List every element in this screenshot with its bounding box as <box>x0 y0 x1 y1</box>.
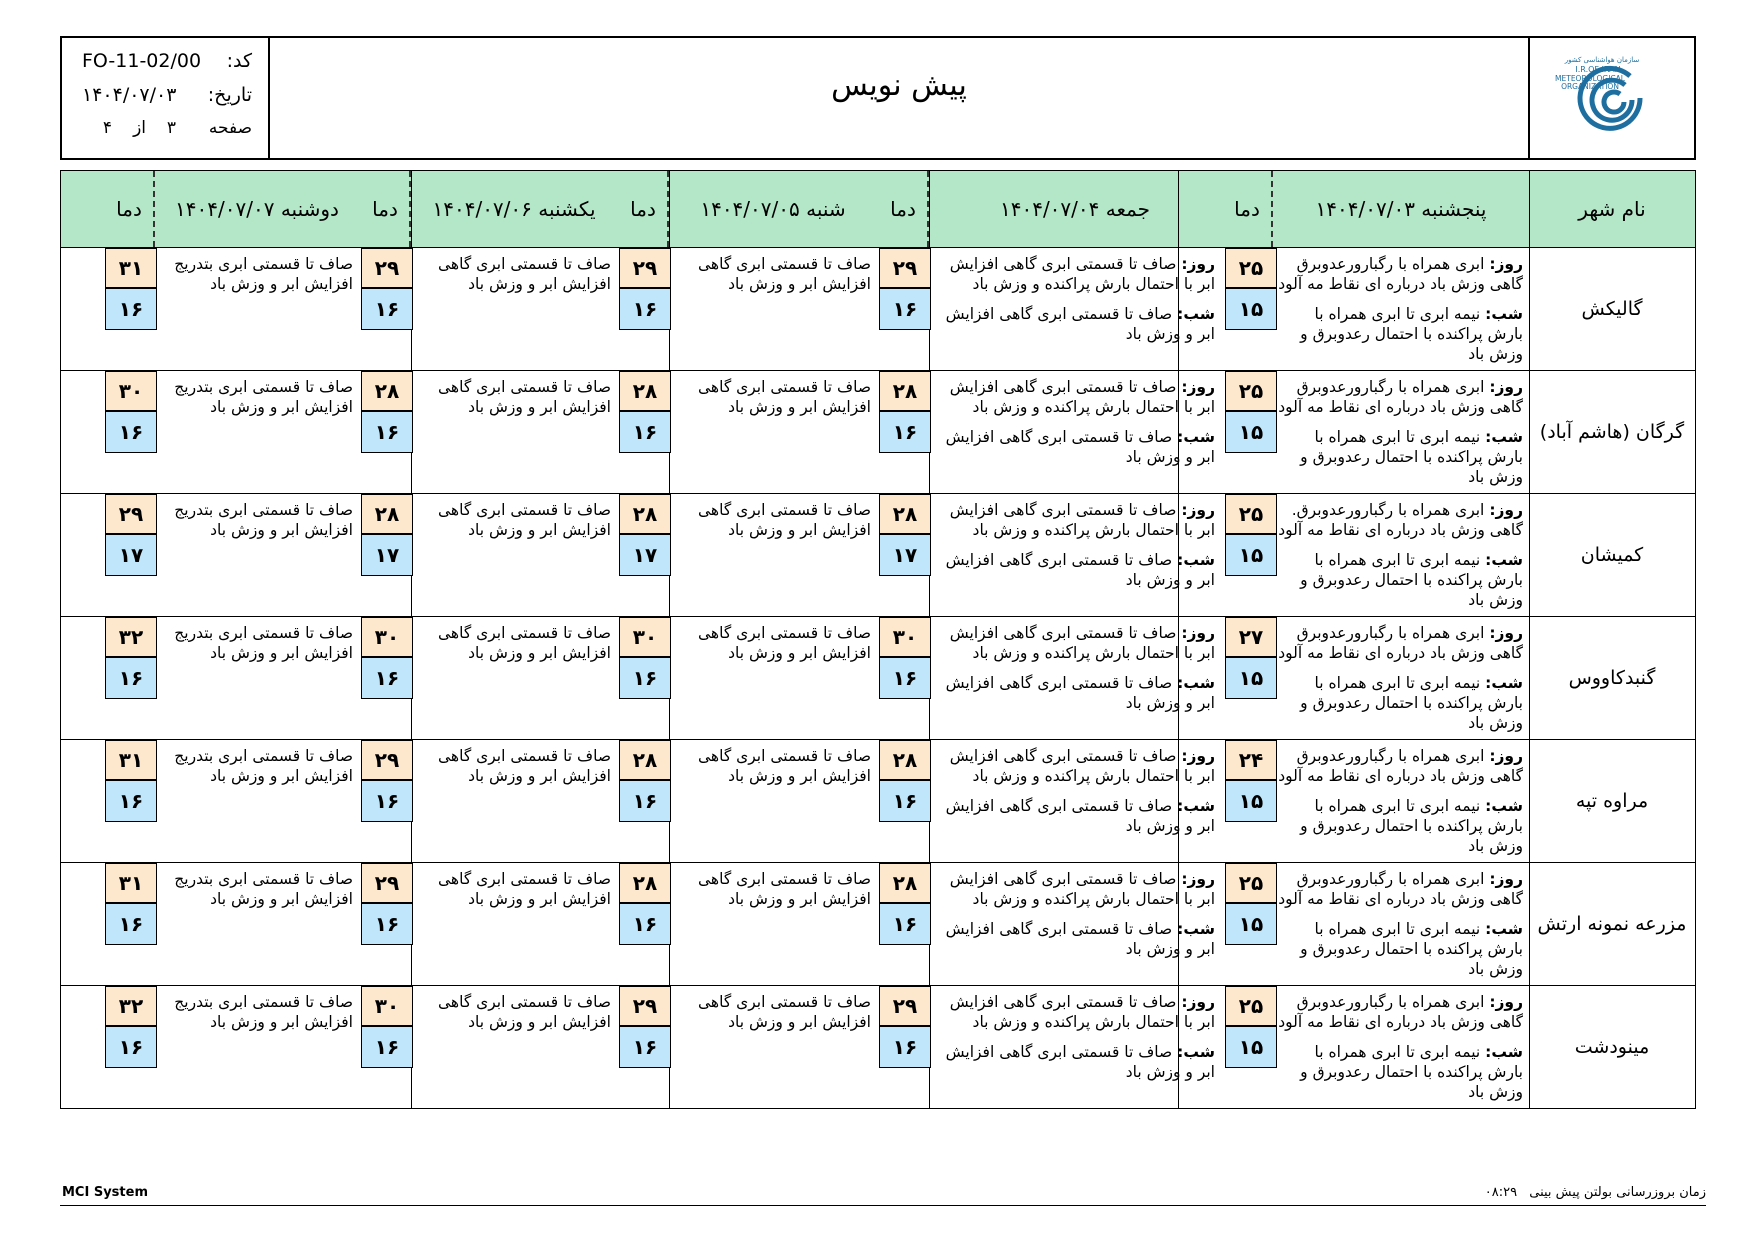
footer-update-time: ۰۸:۲۹ <box>1484 1185 1518 1200</box>
spacer <box>931 417 1215 427</box>
day-prefix: روز: <box>1489 501 1523 519</box>
header-divider <box>1271 171 1273 247</box>
day-forecast-text: صاف تا قسمتی ابری گاهی افزایش ابر با احتمال بارش پراکنده و وزش باد <box>949 993 1215 1031</box>
temp-header-3: دما <box>372 197 398 221</box>
forecast-text-day-4: صاف تا قسمتی ابری بتدریج افزایش ابر و وزش باد <box>174 501 353 539</box>
day-forecast-text: صاف تا قسمتی ابری گاهی افزایش ابر با احتمال بارش پراکنده و وزش باد <box>949 255 1215 293</box>
footer-divider <box>60 1205 1706 1206</box>
forecast-table-inner <box>60 170 1696 1108</box>
day-forecast-text: ابری همراه با رگبارورعدوبرق گاهی وزش باد درباره ای نقاط مه آلود <box>1278 378 1523 416</box>
night-forecast-text: نیمه ابری تا ابری همراه با بارش پراکنده با احتمال رعدوبرق و وزش باد <box>1300 920 1523 978</box>
night-forecast-text: نیمه ابری تا ابری همراه با بارش پراکنده با احتمال رعدوبرق و وزش باد <box>1300 551 1523 609</box>
forecast-text-day-1 <box>931 500 1215 590</box>
min-temp: ۱۶ <box>105 903 157 945</box>
table-row <box>60 248 1696 371</box>
day-forecast <box>1277 500 1523 540</box>
night-forecast-text: نیمه ابری تا ابری همراه با بارش پراکنده با احتمال رعدوبرق و وزش باد <box>1300 305 1523 363</box>
day-forecast <box>1277 746 1523 786</box>
city-column-header: نام شهر <box>1578 197 1646 221</box>
night-forecast-text: نیمه ابری تا ابری همراه با بارش پراکنده با احتمال رعدوبرق و وزش باد <box>1300 428 1523 486</box>
max-temp: ۲۸ <box>879 371 931 411</box>
page-total: ۴ <box>102 118 112 138</box>
table-row <box>60 740 1696 863</box>
min-temp: ۱۶ <box>619 657 671 699</box>
page-row <box>82 118 252 146</box>
forecast-text-day-4: صاف تا قسمتی ابری بتدریج افزایش ابر و وزش باد <box>174 255 353 293</box>
night-forecast <box>931 796 1215 836</box>
max-temp: ۲۵ <box>1225 863 1277 903</box>
night-forecast-text: صاف تا قسمتی ابری گاهی افزایش ابر و وزش باد <box>945 305 1215 343</box>
max-temp: ۲۹ <box>105 494 157 534</box>
min-temp: ۱۵ <box>1225 657 1277 699</box>
night-forecast <box>1277 796 1523 856</box>
code-row <box>82 50 252 78</box>
city-name: گرگان (هاشم آباد) <box>1539 421 1685 443</box>
temp-header-2: دما <box>630 197 656 221</box>
logo-text-en3: ORGANIZATION <box>1561 82 1619 91</box>
night-forecast-text: نیمه ابری تا ابری همراه با بارش پراکنده با احتمال رعدوبرق و وزش باد <box>1300 797 1523 855</box>
page-current: ۳ <box>166 118 176 138</box>
min-temp: ۱۶ <box>105 288 157 330</box>
forecast-text-day-0 <box>1277 623 1523 733</box>
day-forecast-text: صاف تا قسمتی ابری گاهی افزایش ابر با احتمال بارش پراکنده و وزش باد <box>949 870 1215 908</box>
max-temp: ۲۸ <box>619 371 671 411</box>
table-header-row <box>60 170 1696 248</box>
spacer <box>1277 909 1523 919</box>
day-prefix: روز: <box>1181 870 1215 888</box>
night-forecast <box>1277 919 1523 979</box>
night-forecast <box>931 550 1215 590</box>
max-temp: ۳۰ <box>105 371 157 411</box>
max-temp: ۳۰ <box>361 986 413 1026</box>
temp-header-4: دما <box>116 197 142 221</box>
max-temp: ۳۰ <box>619 617 671 657</box>
min-temp: ۱۵ <box>1225 288 1277 330</box>
spacer <box>931 663 1215 673</box>
max-temp: ۲۹ <box>361 863 413 903</box>
spacer <box>1277 294 1523 304</box>
max-temp: ۲۵ <box>1225 986 1277 1026</box>
spacer <box>1277 786 1523 796</box>
city-name: مینودشت <box>1574 1036 1650 1058</box>
spacer <box>1277 1032 1523 1042</box>
forecast-text-day-3: صاف تا قسمتی ابری گاهی افزایش ابر و وزش باد <box>438 378 611 416</box>
min-temp: ۱۵ <box>1225 1026 1277 1068</box>
footer-update-label: زمان بروزرسانی بولتن پیش بینی <box>1529 1185 1706 1200</box>
forecast-text-day-3: صاف تا قسمتی ابری گاهی افزایش ابر و وزش باد <box>438 747 611 785</box>
forecast-text-day-2: صاف تا قسمتی ابری گاهی افزایش ابر و وزش باد <box>698 624 871 662</box>
forecast-text-day-4: صاف تا قسمتی ابری بتدریج افزایش ابر و وزش باد <box>174 747 353 785</box>
min-temp: ۱۶ <box>361 657 413 699</box>
forecast-text-day-1 <box>931 869 1215 959</box>
city-name: گنبدکاووس <box>1568 667 1656 689</box>
logo-text-fa: سازمان هواشناسی کشور <box>1564 56 1640 64</box>
table-row <box>60 986 1696 1109</box>
table-row <box>60 617 1696 740</box>
forecast-text-day-0 <box>1277 500 1523 610</box>
max-temp: ۲۷ <box>1225 617 1277 657</box>
logo-text-en2: METEOROLOGICAL <box>1555 74 1625 83</box>
night-prefix: شب: <box>1485 920 1523 938</box>
night-forecast-text: صاف تا قسمتی ابری گاهی افزایش ابر و وزش باد <box>945 551 1215 589</box>
night-forecast <box>1277 1042 1523 1102</box>
table-row <box>60 494 1696 617</box>
max-temp: ۳۲ <box>105 986 157 1026</box>
forecast-text-day-3: صاف تا قسمتی ابری گاهی افزایش ابر و وزش باد <box>438 870 611 908</box>
night-forecast-text: نیمه ابری تا ابری همراه با بارش پراکنده با احتمال رعدوبرق و وزش باد <box>1300 674 1523 732</box>
spacer <box>931 294 1215 304</box>
night-forecast-text: صاف تا قسمتی ابری گاهی افزایش ابر و وزش باد <box>945 674 1215 712</box>
night-forecast <box>1277 304 1523 364</box>
day-prefix: روز: <box>1489 624 1523 642</box>
day-forecast-text: صاف تا قسمتی ابری گاهی افزایش ابر با احتمال بارش پراکنده و وزش باد <box>949 501 1215 539</box>
day-forecast-text: ابری همراه با رگبارورعدوبرق گاهی وزش باد درباره ای نقاط مه آلود <box>1278 747 1523 785</box>
max-temp: ۳۰ <box>879 617 931 657</box>
night-prefix: شب: <box>1485 1043 1523 1061</box>
temp-header-1: دما <box>890 197 916 221</box>
forecast-text-day-1 <box>931 992 1215 1082</box>
spacer <box>1277 663 1523 673</box>
min-temp: ۱۶ <box>879 657 931 699</box>
table-row <box>60 863 1696 986</box>
day-forecast <box>1277 254 1523 294</box>
day-forecast <box>931 377 1215 417</box>
night-forecast-text: صاف تا قسمتی ابری گاهی افزایش ابر و وزش باد <box>945 920 1215 958</box>
forecast-text-day-4: صاف تا قسمتی ابری بتدریج افزایش ابر و وزش باد <box>174 993 353 1031</box>
max-temp: ۳۱ <box>105 863 157 903</box>
day-forecast-text: ابری همراه با رگبارورعدوبرق گاهی وزش باد درباره ای نقاط مه آلود <box>1278 993 1523 1031</box>
min-temp: ۱۷ <box>879 534 931 576</box>
max-temp: ۲۸ <box>619 740 671 780</box>
night-prefix: شب: <box>1177 797 1215 815</box>
night-forecast-text: صاف تا قسمتی ابری گاهی افزایش ابر و وزش باد <box>945 797 1215 835</box>
max-temp: ۲۸ <box>361 494 413 534</box>
forecast-text-day-4: صاف تا قسمتی ابری بتدریج افزایش ابر و وزش باد <box>174 870 353 908</box>
night-prefix: شب: <box>1485 551 1523 569</box>
max-temp: ۳۰ <box>361 617 413 657</box>
city-name: مزرعه نمونه ارتش <box>1537 913 1687 935</box>
date-value: ۱۴۰۴/۰۷/۰۳ <box>82 84 177 106</box>
night-prefix: شب: <box>1177 674 1215 692</box>
day-forecast-text: صاف تا قسمتی ابری گاهی افزایش ابر با احتمال بارش پراکنده و وزش باد <box>949 624 1215 662</box>
forecast-text-day-0 <box>1277 377 1523 487</box>
forecast-text-day-0 <box>1277 992 1523 1102</box>
table-row <box>60 371 1696 494</box>
day-header-2: شنبه ۱۴۰۴/۰۷/۰۵ <box>700 197 846 221</box>
min-temp: ۱۶ <box>361 903 413 945</box>
forecast-text-day-3: صاف تا قسمتی ابری گاهی افزایش ابر و وزش باد <box>438 501 611 539</box>
night-prefix: شب: <box>1485 797 1523 815</box>
night-forecast-text: صاف تا قسمتی ابری گاهی افزایش ابر و وزش باد <box>945 1043 1215 1081</box>
day-prefix: روز: <box>1489 870 1523 888</box>
day-prefix: روز: <box>1181 255 1215 273</box>
min-temp: ۱۷ <box>619 534 671 576</box>
night-prefix: شب: <box>1177 920 1215 938</box>
forecast-text-day-2: صاف تا قسمتی ابری گاهی افزایش ابر و وزش باد <box>698 870 871 908</box>
day-prefix: روز: <box>1181 501 1215 519</box>
day-forecast-text: ابری همراه با رگبارورعدوبرق. گاهی وزش باد درباره ای نقاط مه آلود <box>1278 501 1523 539</box>
min-temp: ۱۶ <box>619 411 671 453</box>
spacer <box>931 1032 1215 1042</box>
code-label: کد: <box>226 50 252 72</box>
day-header-4: دوشنبه ۱۴۰۴/۰۷/۰۷ <box>175 197 339 221</box>
max-temp: ۳۲ <box>105 617 157 657</box>
max-temp: ۲۹ <box>879 986 931 1026</box>
forecast-text-day-3: صاف تا قسمتی ابری گاهی افزایش ابر و وزش باد <box>438 624 611 662</box>
day-header-0: پنجشنبه ۱۴۰۴/۰۷/۰۳ <box>1315 197 1487 221</box>
night-forecast <box>931 673 1215 713</box>
min-temp: ۱۶ <box>361 780 413 822</box>
footer-system-name: MCI System <box>62 1185 148 1200</box>
night-forecast-text: نیمه ابری تا ابری همراه با بارش پراکنده با احتمال رعدوبرق و وزش باد <box>1300 1043 1523 1101</box>
min-temp: ۱۷ <box>105 534 157 576</box>
min-temp: ۱۵ <box>1225 903 1277 945</box>
day-prefix: روز: <box>1181 747 1215 765</box>
day-header-3: یکشنبه ۱۴۰۴/۰۷/۰۶ <box>432 197 596 221</box>
night-prefix: شب: <box>1177 1043 1215 1061</box>
night-forecast <box>931 919 1215 959</box>
city-name: مراوه تپه <box>1575 790 1649 812</box>
max-temp: ۳۱ <box>105 740 157 780</box>
forecast-text-day-3: صاف تا قسمتی ابری گاهی افزایش ابر و وزش باد <box>438 255 611 293</box>
forecast-text-day-2: صاف تا قسمتی ابری گاهی افزایش ابر و وزش باد <box>698 501 871 539</box>
night-forecast <box>931 1042 1215 1082</box>
header-divider <box>153 171 155 247</box>
page-label: صفحه <box>208 118 252 138</box>
spacer <box>1277 417 1523 427</box>
footer-update <box>1485 1185 1706 1200</box>
night-forecast <box>1277 550 1523 610</box>
spacer <box>931 909 1215 919</box>
spacer <box>1277 540 1523 550</box>
night-forecast <box>931 427 1215 467</box>
max-temp: ۲۸ <box>879 740 931 780</box>
min-temp: ۱۶ <box>105 1026 157 1068</box>
forecast-text-day-1 <box>931 377 1215 467</box>
forecast-text-day-2: صاف تا قسمتی ابری گاهی افزایش ابر و وزش باد <box>698 993 871 1031</box>
forecast-text-day-2: صاف تا قسمتی ابری گاهی افزایش ابر و وزش باد <box>698 255 871 293</box>
logo-cell <box>1528 38 1694 158</box>
min-temp: ۱۵ <box>1225 411 1277 453</box>
logo-text-en1: I.R.OF IRAN <box>1575 65 1621 74</box>
forecast-text-day-1 <box>931 623 1215 713</box>
min-temp: ۱۶ <box>619 1026 671 1068</box>
night-forecast <box>1277 673 1523 733</box>
city-name: گالیکش <box>1581 298 1643 320</box>
min-temp: ۱۷ <box>361 534 413 576</box>
max-temp: ۲۹ <box>361 248 413 288</box>
max-temp: ۳۱ <box>105 248 157 288</box>
forecast-text-day-0 <box>1277 254 1523 364</box>
max-temp: ۲۹ <box>619 986 671 1026</box>
max-temp: ۲۸ <box>619 863 671 903</box>
max-temp: ۲۹ <box>879 248 931 288</box>
min-temp: ۱۶ <box>361 1026 413 1068</box>
day-forecast <box>931 500 1215 540</box>
day-forecast <box>931 254 1215 294</box>
day-forecast-text: ابری همراه با رگبارورعدوبرق گاهی وزش باد درباره ای نقاط مه آلود <box>1278 624 1523 662</box>
day-prefix: روز: <box>1181 378 1215 396</box>
day-forecast-text: صاف تا قسمتی ابری گاهی افزایش ابر با احتمال بارش پراکنده و وزش باد <box>949 378 1215 416</box>
day-forecast-text: ابری همراه با رگبارورعدوبرق گاهی وزش باد درباره ای نقاط مه آلود <box>1278 870 1523 908</box>
max-temp: ۲۸ <box>879 863 931 903</box>
day-forecast <box>1277 869 1523 909</box>
code-value: FO-11-02/00 <box>82 50 202 72</box>
day-forecast <box>931 869 1215 909</box>
forecast-text-day-4: صاف تا قسمتی ابری بتدریج افزایش ابر و وزش باد <box>174 378 353 416</box>
temp-header-0: دما <box>1234 197 1260 221</box>
min-temp: ۱۶ <box>619 903 671 945</box>
day-prefix: روز: <box>1489 378 1523 396</box>
max-temp: ۲۵ <box>1225 248 1277 288</box>
day-prefix: روز: <box>1181 993 1215 1011</box>
min-temp: ۱۵ <box>1225 534 1277 576</box>
forecast-text-day-2: صاف تا قسمتی ابری گاهی افزایش ابر و وزش باد <box>698 747 871 785</box>
min-temp: ۱۶ <box>105 657 157 699</box>
page-of: از <box>133 118 146 138</box>
night-forecast-text: صاف تا قسمتی ابری گاهی افزایش ابر و وزش باد <box>945 428 1215 466</box>
forecast-text-day-3: صاف تا قسمتی ابری گاهی افزایش ابر و وزش باد <box>438 993 611 1031</box>
night-forecast <box>931 304 1215 344</box>
forecast-text-day-1 <box>931 746 1215 836</box>
day-forecast <box>1277 377 1523 417</box>
min-temp: ۱۶ <box>619 288 671 330</box>
document-header <box>60 36 1696 160</box>
forecast-text-day-0 <box>1277 869 1523 979</box>
min-temp: ۱۶ <box>879 288 931 330</box>
day-forecast-text: صاف تا قسمتی ابری گاهی افزایش ابر با احتمال بارش پراکنده و وزش باد <box>949 747 1215 785</box>
min-temp: ۱۶ <box>879 411 931 453</box>
max-temp: ۲۸ <box>619 494 671 534</box>
night-prefix: شب: <box>1177 428 1215 446</box>
forecast-text-day-0 <box>1277 746 1523 856</box>
page-title: پیش نویس <box>831 68 967 103</box>
day-prefix: روز: <box>1489 993 1523 1011</box>
night-prefix: شب: <box>1177 551 1215 569</box>
day-prefix: روز: <box>1181 624 1215 642</box>
forecast-text-day-1 <box>931 254 1215 344</box>
max-temp: ۲۴ <box>1225 740 1277 780</box>
forecast-table <box>60 170 1696 1108</box>
night-prefix: شب: <box>1485 674 1523 692</box>
max-temp: ۲۵ <box>1225 371 1277 411</box>
night-forecast <box>1277 427 1523 487</box>
day-forecast <box>931 623 1215 663</box>
day-forecast-text: ابری همراه با رگبارورعدوبرق گاهی وزش باد درباره ای نقاط مه آلود <box>1278 255 1523 293</box>
document-meta <box>62 38 270 158</box>
day-forecast <box>931 746 1215 786</box>
city-name: کمیشان <box>1580 544 1644 566</box>
night-prefix: شب: <box>1485 428 1523 446</box>
night-prefix: شب: <box>1485 305 1523 323</box>
min-temp: ۱۶ <box>361 411 413 453</box>
forecast-text-day-4: صاف تا قسمتی ابری بتدریج افزایش ابر و وزش باد <box>174 624 353 662</box>
min-temp: ۱۶ <box>361 288 413 330</box>
max-temp: ۲۹ <box>361 740 413 780</box>
spacer <box>931 540 1215 550</box>
min-temp: ۱۶ <box>105 780 157 822</box>
min-temp: ۱۶ <box>105 411 157 453</box>
min-temp: ۱۶ <box>879 780 931 822</box>
day-forecast <box>1277 992 1523 1032</box>
spacer <box>931 786 1215 796</box>
max-temp: ۲۸ <box>879 494 931 534</box>
day-prefix: روز: <box>1489 255 1523 273</box>
date-row <box>82 84 252 112</box>
max-temp: ۲۸ <box>361 371 413 411</box>
min-temp: ۱۵ <box>1225 780 1277 822</box>
min-temp: ۱۶ <box>619 780 671 822</box>
day-prefix: روز: <box>1489 747 1523 765</box>
forecast-text-day-2: صاف تا قسمتی ابری گاهی افزایش ابر و وزش باد <box>698 378 871 416</box>
day-forecast <box>931 992 1215 1032</box>
min-temp: ۱۶ <box>879 1026 931 1068</box>
day-forecast <box>1277 623 1523 663</box>
min-temp: ۱۶ <box>879 903 931 945</box>
max-temp: ۲۹ <box>619 248 671 288</box>
max-temp: ۲۵ <box>1225 494 1277 534</box>
meteorological-organization-logo <box>1540 48 1686 148</box>
night-prefix: شب: <box>1177 305 1215 323</box>
date-label: تاریخ: <box>207 84 252 106</box>
day-header-1: جمعه ۱۴۰۴/۰۷/۰۴ <box>999 197 1151 221</box>
